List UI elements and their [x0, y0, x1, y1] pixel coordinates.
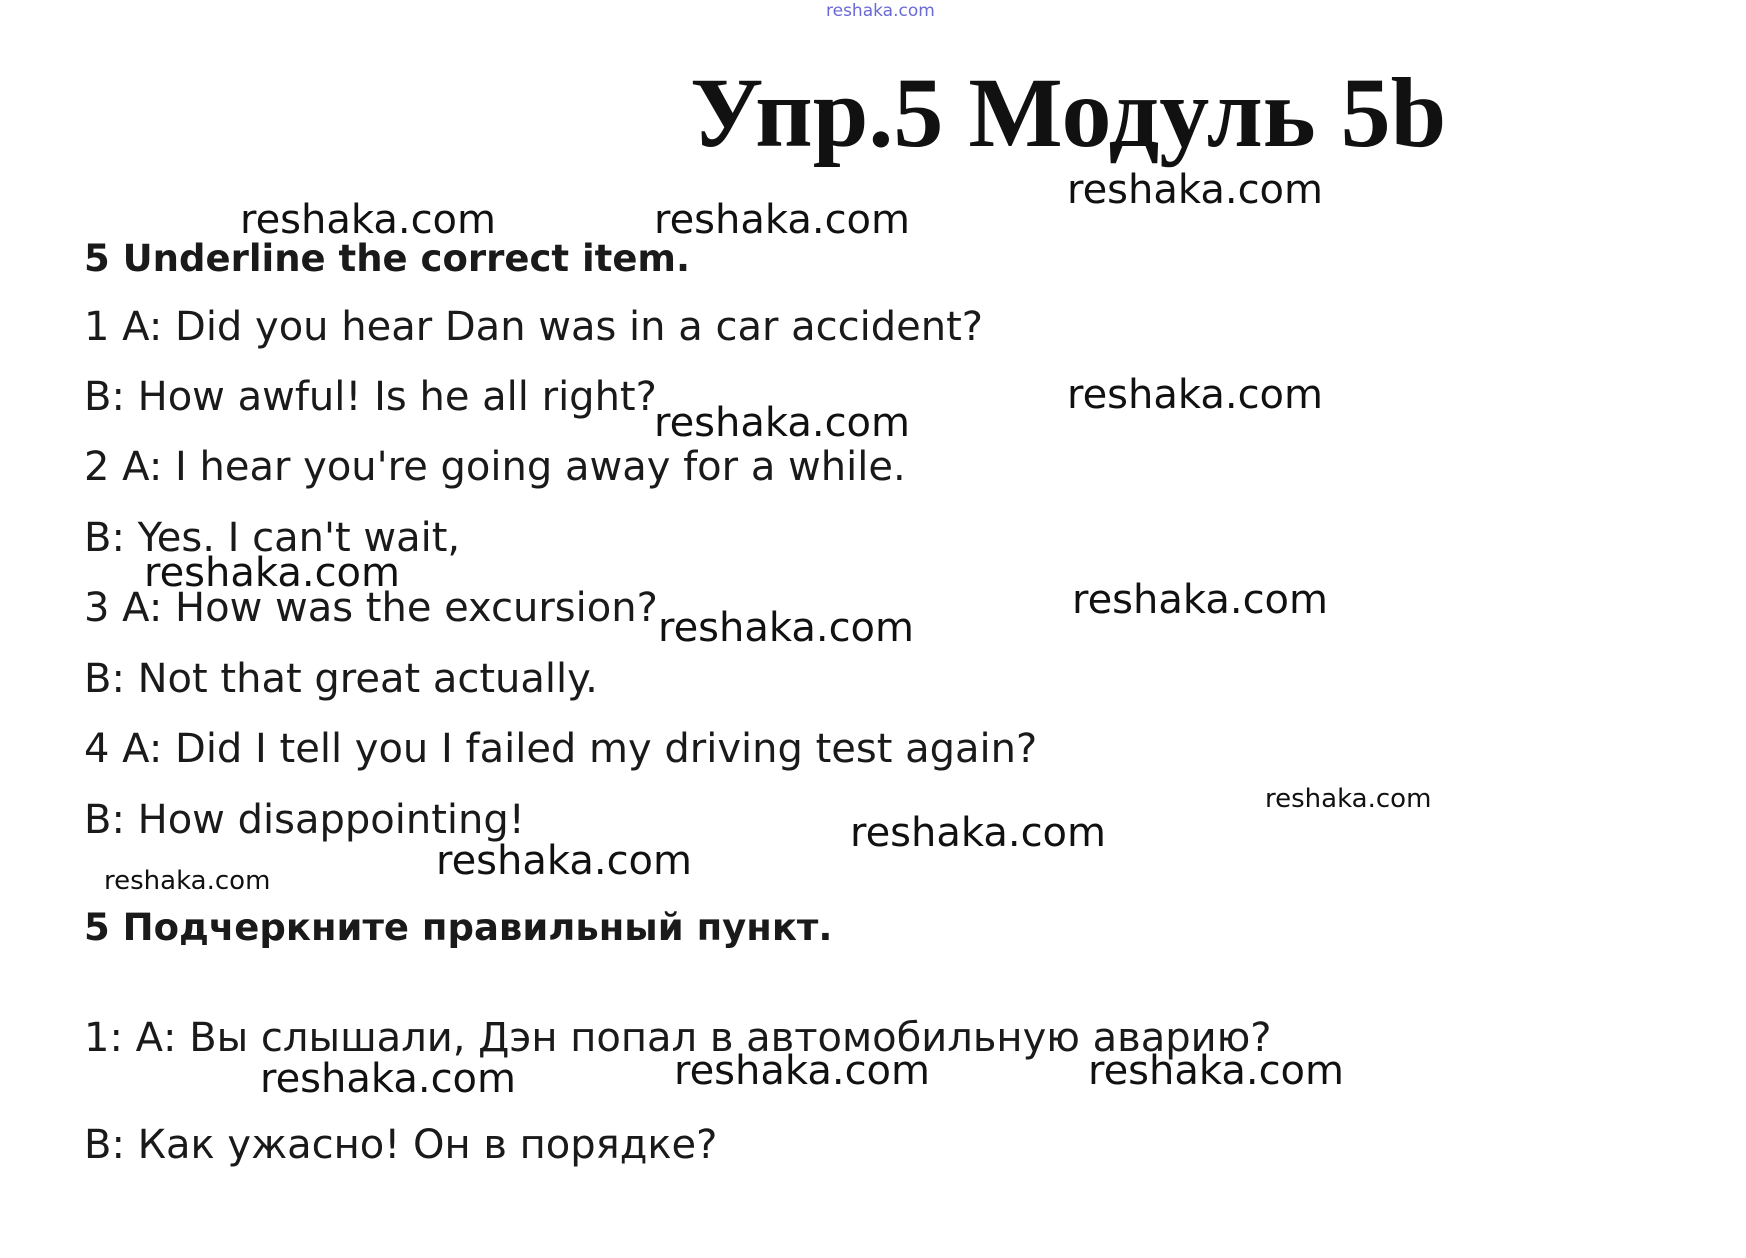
watermark: reshaka.com — [104, 866, 271, 896]
watermark: reshaka.com — [240, 197, 496, 243]
page-title: Упр.5 Модуль 5b — [690, 57, 1447, 168]
dialogue-line-ru: В: Как ужасно! Он в порядке? — [84, 1122, 718, 1168]
watermark-top: reshaka.com — [826, 1, 935, 21]
watermark: reshaka.com — [654, 197, 910, 243]
watermark: reshaka.com — [260, 1056, 516, 1102]
watermark: reshaka.com — [654, 400, 910, 446]
dialogue-line: B: Not that great actually. — [84, 656, 598, 702]
watermark: reshaka.com — [144, 550, 400, 596]
dialogue-line: B: How disappointing! — [84, 797, 525, 843]
watermark: reshaka.com — [1072, 577, 1328, 623]
watermark: reshaka.com — [1265, 784, 1432, 814]
watermark: reshaka.com — [436, 838, 692, 884]
watermark: reshaka.com — [1088, 1048, 1344, 1094]
dialogue-line: 4 A: Did I tell you I failed my driving test again? — [84, 726, 1038, 772]
watermark: reshaka.com — [674, 1048, 930, 1094]
exercise-heading-ru: 5 Подчеркните правильный пункт. — [84, 906, 833, 949]
dialogue-line: 2 A: I hear you're going away for a while. — [84, 444, 906, 490]
dialogue-line: B: How awful! Is he all right? — [84, 374, 657, 420]
watermark: reshaka.com — [1067, 167, 1323, 213]
dialogue-line-ru: 1: А: Вы слышали, Дэн попал в автомобильную аварию? — [84, 1015, 1272, 1061]
dialogue-line: B: Yes. I can't wait, — [84, 515, 461, 561]
watermark: reshaka.com — [850, 810, 1106, 856]
dialogue-line: 1 A: Did you hear Dan was in a car accident? — [84, 304, 983, 350]
exercise-heading-en: 5 Underline the correct item. — [84, 237, 691, 280]
watermark: reshaka.com — [1067, 372, 1323, 418]
dialogue-line: 3 A: How was the excursion? — [84, 585, 658, 631]
watermark: reshaka.com — [658, 605, 914, 651]
